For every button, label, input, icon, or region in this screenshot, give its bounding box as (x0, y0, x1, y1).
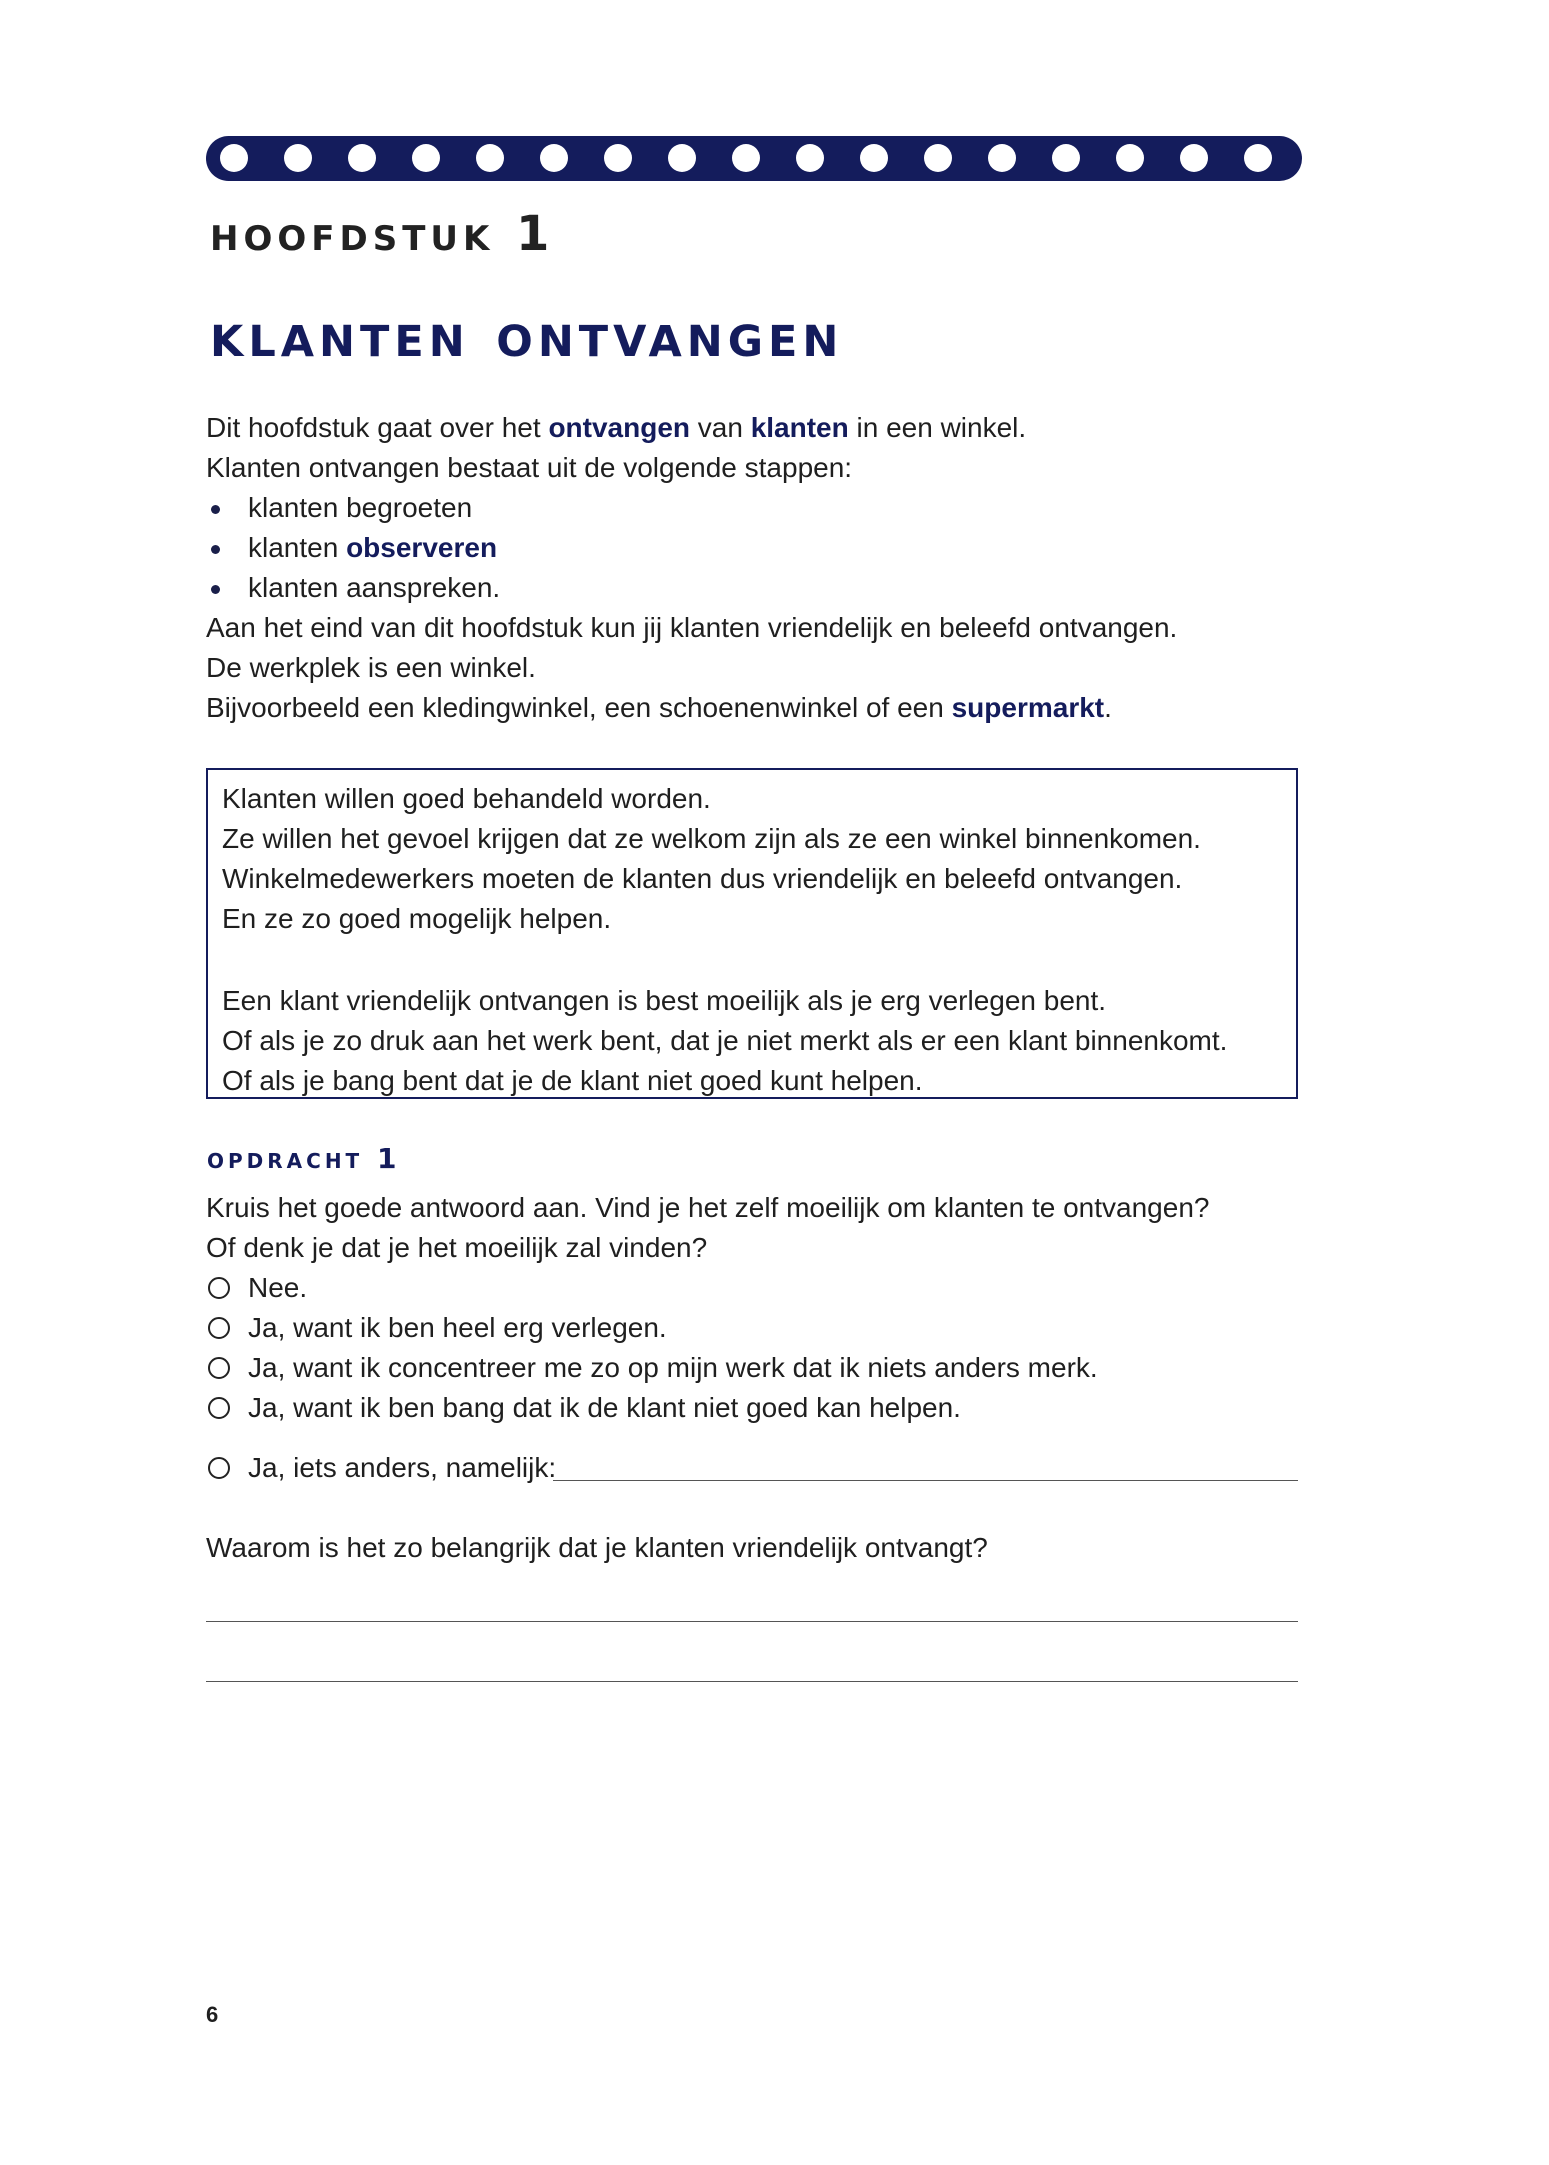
option-label: Ja, want ik concentreer me zo op mijn werk dat ik niets anders merk. (248, 1352, 1098, 1383)
binder-hole (668, 144, 696, 172)
option-label: Ja, want ik ben bang dat ik de klant niet goed kan helpen. (248, 1392, 961, 1423)
option-label: Nee. (248, 1272, 308, 1303)
info-line: Of als je zo druk aan het werk bent, dat je niet merkt als er een klant binnenkomt. (222, 1025, 1228, 1056)
step-observe (248, 528, 497, 568)
assignment-question: Waarom is het zo belangrijk dat je klanten vriendelijk ontvangt? (206, 1532, 988, 1563)
option-label: Ja, want ik ben heel erg verlegen. (248, 1312, 667, 1343)
radio-option-concentreer[interactable] (208, 1357, 230, 1379)
binder-hole (1244, 144, 1272, 172)
binder-hole (1116, 144, 1144, 172)
assignment-heading: opdracht 1 (207, 1142, 401, 1175)
binder-hole (988, 144, 1016, 172)
answer-line-other[interactable] (553, 1480, 1298, 1481)
page-number: 6 (206, 2002, 219, 2027)
binder-strip (206, 136, 1302, 181)
intro-line-1 (206, 408, 1026, 448)
binder-hole (924, 144, 952, 172)
binder-hole (540, 144, 568, 172)
intro-text: van (690, 412, 751, 443)
info-line: En ze zo goed mogelijk helpen. (222, 903, 612, 934)
intro-line-4: De werkplek is een winkel. (206, 652, 536, 683)
keyword-supermarkt: supermarkt (951, 692, 1105, 723)
assignment-question: Kruis het goede antwoord aan. Vind je het zelf moeilijk om klanten te ontvangen? (206, 1192, 1210, 1223)
info-box (206, 768, 1298, 1099)
radio-option-anders[interactable] (208, 1457, 230, 1479)
binder-hole (604, 144, 632, 172)
page-title: klanten ontvangen (210, 298, 844, 371)
binder-hole (348, 144, 376, 172)
bullet-icon (211, 505, 220, 514)
answer-line[interactable] (206, 1621, 1298, 1622)
binder-hole (796, 144, 824, 172)
step-text: klanten (248, 532, 347, 563)
option-label: Ja, iets anders, namelijk: (248, 1452, 557, 1483)
radio-option-nee[interactable] (208, 1277, 230, 1299)
info-line: Klanten willen goed behandeld worden. (222, 783, 711, 814)
intro-text: Bijvoorbeeld een kledingwinkel, een schoenenwinkel of een (206, 692, 952, 723)
info-line: Winkelmedewerkers moeten de klanten dus vriendelijk en beleefd ontvangen. (222, 863, 1183, 894)
radio-option-bang[interactable] (208, 1397, 230, 1419)
answer-line[interactable] (206, 1681, 1298, 1682)
binder-hole (860, 144, 888, 172)
intro-text: Dit hoofdstuk gaat over het (206, 412, 549, 443)
chapter-label: hoofdstuk 1 (210, 206, 555, 262)
intro-line-5 (206, 688, 1112, 728)
bullet-icon (211, 585, 220, 594)
info-line: Een klant vriendelijk ontvangen is best moeilijk als je erg verlegen bent. (222, 985, 1107, 1016)
binder-hole (284, 144, 312, 172)
assignment-question: Of denk je dat je het moeilijk zal vinden? (206, 1232, 708, 1263)
info-line: Of als je bang bent dat je de klant niet goed kunt helpen. (222, 1065, 923, 1096)
bullet-icon (211, 545, 220, 554)
binder-hole (1180, 144, 1208, 172)
keyword-klanten: klanten (750, 412, 849, 443)
intro-text: in een winkel. (848, 412, 1027, 443)
step-greet: klanten begroeten (248, 492, 473, 523)
step-address: klanten aanspreken. (248, 572, 501, 603)
keyword-ontvangen: ontvangen (548, 412, 690, 443)
radio-option-verlegen[interactable] (208, 1317, 230, 1339)
binder-hole (1052, 144, 1080, 172)
binder-hole (412, 144, 440, 172)
binder-hole (220, 144, 248, 172)
keyword-observeren: observeren (346, 532, 498, 563)
info-line: Ze willen het gevoel krijgen dat ze welkom zijn als ze een winkel binnenkomen. (222, 823, 1201, 854)
intro-text: . (1104, 692, 1112, 723)
binder-hole (476, 144, 504, 172)
intro-line-3: Aan het eind van dit hoofdstuk kun jij klanten vriendelijk en beleefd ontvangen. (206, 612, 1178, 643)
intro-line-2: Klanten ontvangen bestaat uit de volgende stappen: (206, 452, 853, 483)
binder-hole (732, 144, 760, 172)
